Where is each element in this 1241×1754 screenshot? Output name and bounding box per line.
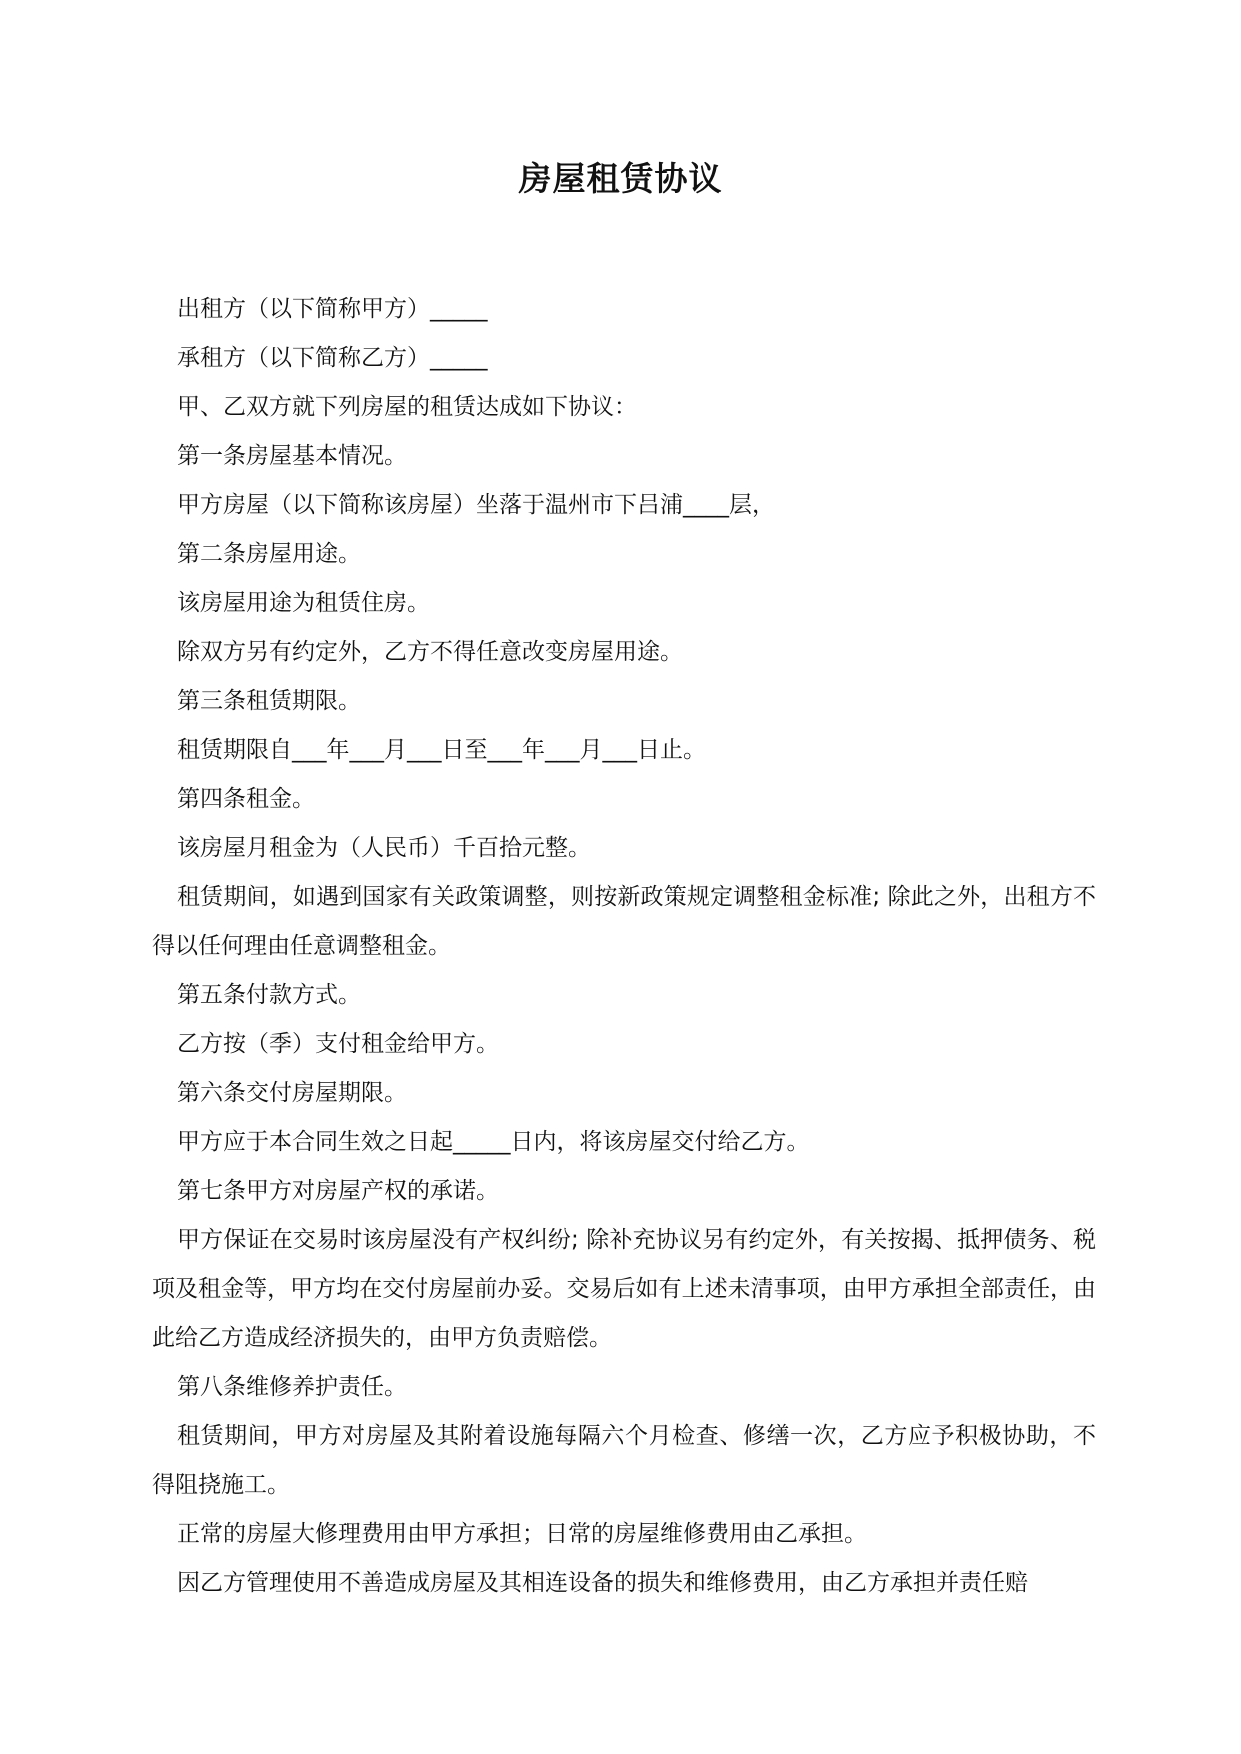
paragraph-lessee: 承租方（以下简称乙方）_____ — [177, 345, 488, 371]
article-2-heading: 第二条房屋用途。 — [177, 541, 361, 567]
paragraph-use-restriction: 除双方另有约定外，乙方不得任意改变房屋用途。 — [177, 639, 683, 665]
paragraph-property-use: 该房屋用途为租赁住房。 — [177, 590, 430, 616]
paragraph-damage-liability: 因乙方管理使用不善造成房屋及其相连设备的损失和维修费用，由乙方承担并责任赔 — [177, 1570, 1028, 1596]
paragraph-intro: 甲、乙双方就下列房屋的租赁达成如下协议： — [177, 394, 637, 420]
paragraph-payment-method: 乙方按（季）支付租金给甲方。 — [177, 1031, 499, 1057]
article-5-heading: 第五条付款方式。 — [177, 982, 361, 1008]
paragraph-inspection: 租赁期间，甲方对房屋及其附着设施每隔六个月检查、修缮一次，乙方应予积极协助，不得阻挠施工。 — [152, 1423, 1096, 1498]
article-7-heading: 第七条甲方对房屋产权的承诺。 — [177, 1178, 499, 1204]
article-4-heading: 第四条租金。 — [177, 786, 315, 812]
paragraph-property-location: 甲方房屋（以下简称该房屋）坐落于温州市下吕浦____层， — [177, 492, 775, 518]
paragraph-lessor: 出租方（以下简称甲方）_____ — [177, 296, 488, 322]
article-1-heading: 第一条房屋基本情况。 — [177, 443, 407, 469]
article-6-heading: 第六条交付房屋期限。 — [177, 1080, 407, 1106]
paragraph-rent-adjustment: 租赁期间，如遇到国家有关政策调整，则按新政策规定调整租金标准; 除此之外，出租方不得以任何理由任意调整租金。 — [152, 884, 1096, 959]
paragraph-lease-term: 租赁期限自___年___月___日至___年___月___日止。 — [177, 737, 706, 763]
article-3-heading: 第三条租赁期限。 — [177, 688, 361, 714]
paragraph-title-guarantee: 甲方保证在交易时该房屋没有产权纠纷; 除补充协议另有约定外，有关按揭、抵押债务、税项及租金等，甲方均在交付房屋前办妥。交易后如有上述未清事项，由甲方承担全部责任，由此给乙方造成经济损失的，由甲方负责赔偿。 — [152, 1227, 1096, 1351]
article-8-heading: 第八条维修养护责任。 — [177, 1374, 407, 1400]
paragraph-monthly-rent: 该房屋月租金为（人民币）千百拾元整。 — [177, 835, 591, 861]
document-title: 房屋租赁协议 — [518, 159, 723, 198]
document-body — [152, 285, 1096, 1608]
paragraph-repair-costs: 正常的房屋大修理费用由甲方承担；日常的房屋维修费用由乙承担。 — [177, 1521, 867, 1547]
paragraph-delivery-deadline: 甲方应于本合同生效之日起_____日内，将该房屋交付给乙方。 — [177, 1129, 810, 1155]
